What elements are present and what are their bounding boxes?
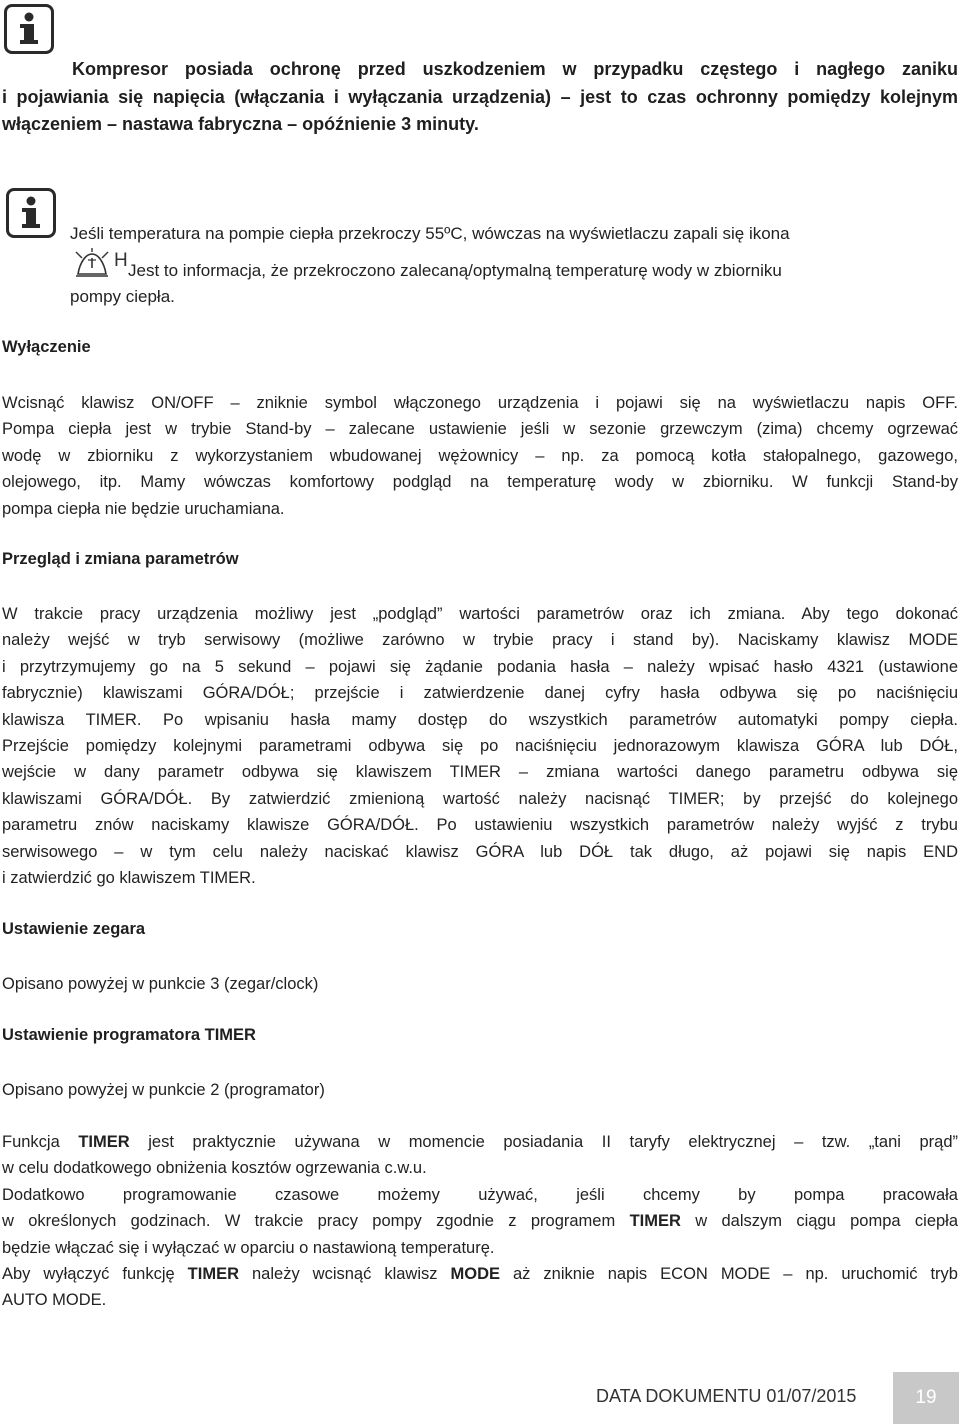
temperature-alarm-icon [74,248,128,278]
page-number: 19 [893,1372,959,1424]
section-off-body: Wcisnąć klawisz ON/OFF – zniknie symbol włączonego urządzenia i pojawi się na wyświetlaczu napis OFF. Pompa ciepła jest w trybie Stand-by – zalecane ustawienie jeśli w sezonie grzewczym (zima) chcemy ogrzewać wodę w zbiorniku z wykorzystaniem wbudowanej wężownicy – np. za pomocą kotła stałopalnego, gazowego, olejowego, itp. Mamy wówczas komfortowy podgląd na temperaturę wody w zbiorniku. W funkcji Stand-by pompa ciepła nie będzie uruchamiana. [2,394,958,518]
info-icon [4,4,54,54]
document-date: DATA DOKUMENTU 01/07/2015 [596,1386,857,1406]
section-clock-text: Opisano powyżej w punkcie 3 (zegar/clock) [2,975,319,993]
section-function-body: Funkcja TIMER jest praktycznie używana w momencie posiadania II taryfy elektrycznej – tzw. „tani prąd” w celu dodatkowego obniżenia kosztów ogrzewania c.w.u. Dodatkowo programowanie czasowe możemy używać, jeśli chcemy by pompa pracowała w określonych godzinach. W trakcie pracy pompy zgodnie z programem TIMER w dalszym ciągu pompa ciepła będzie włączać się i wyłączać w oparciu o nastawioną temperaturę. Aby wyłączyć funkcję TIMER należy wcisnąć klawisz MODE aż zniknie napis ECON MODE – np. uruchomić tryb AUTO MODE. [2,1133,958,1310]
section-heading-params: Przegląd i zmiana parametrów [2,550,239,568]
alarm-icon-letter: H [114,250,128,271]
info-icon [6,188,56,238]
temperature-note-line2: Jest to informacja, że przekroczono zalecaną/optymalną temperaturę wody w zbiorniku [128,261,782,280]
section-heading-timer: Ustawienie programatora TIMER [2,1026,256,1044]
section-heading-off: Wyłączenie [2,338,91,356]
compressor-protection-note: Kompresor posiada ochronę przed uszkodzeniem w przypadku częstego i nagłego zaniku i pojawiania się napięcia (włączania i wyłączania urządzenia) – jest to czas ochronny pomiędzy kolejnym włączeniem – nastawa fabryczna – opóźnienie 3 minuty. [2,59,958,134]
temperature-note-line3: pompy ciepła. [70,287,175,306]
section-params-body: W trakcie pracy urządzenia możliwy jest „podgląd” wartości parametrów oraz ich zmiana. Aby tego dokonać należy wejść w tryb serwisowy (możliwe zarówno w trybie pracy i stand by). Naciskamy klawisz MODE i przytrzymujemy go na 5 sekund – pojawi się żądanie podania hasła – należy wpisać hasło 4321 (ustawione fabrycznie) klawiszami GÓRA/DÓŁ; przejście i zatwierdzenie danej cyfry hasła odbywa się po naciśnięciu klawisza TIMER. Po wpisaniu hasła mamy dostęp do wszystkich parametrów automatyki pompy ciepła. Przejście pomiędzy kolejnymi parametrami odbywa się po naciśnięciu jednorazowym klawisza GÓRA lub DÓŁ, wejście w dany parametr odbywa się klawiszem TIMER – zmiana wartości danego parametru odbywa się klawiszami GÓRA/DÓŁ. By zatwierdzić zmienioną wartość należy nacisnąć TIMER; by przejść do kolejnego parametru znów naciskamy klawisze GÓRA/DÓŁ. Po ustawieniu wszystkich parametrów należy wyjść z trybu serwisowego – w tym celu należy naciskać klawisz GÓRA lub DÓŁ tak długo, aż pojawi się napis END i zatwierdzić go klawiszem TIMER. [2,605,958,888]
section-timer-text: Opisano powyżej w punkcie 2 (programator) [2,1081,325,1099]
section-heading-clock: Ustawienie zegara [2,920,146,938]
temperature-note-line1: Jeśli temperatura na pompie ciepła przekroczy 55ºC, wówczas na wyświetlaczu zapali się ikona [70,224,790,243]
